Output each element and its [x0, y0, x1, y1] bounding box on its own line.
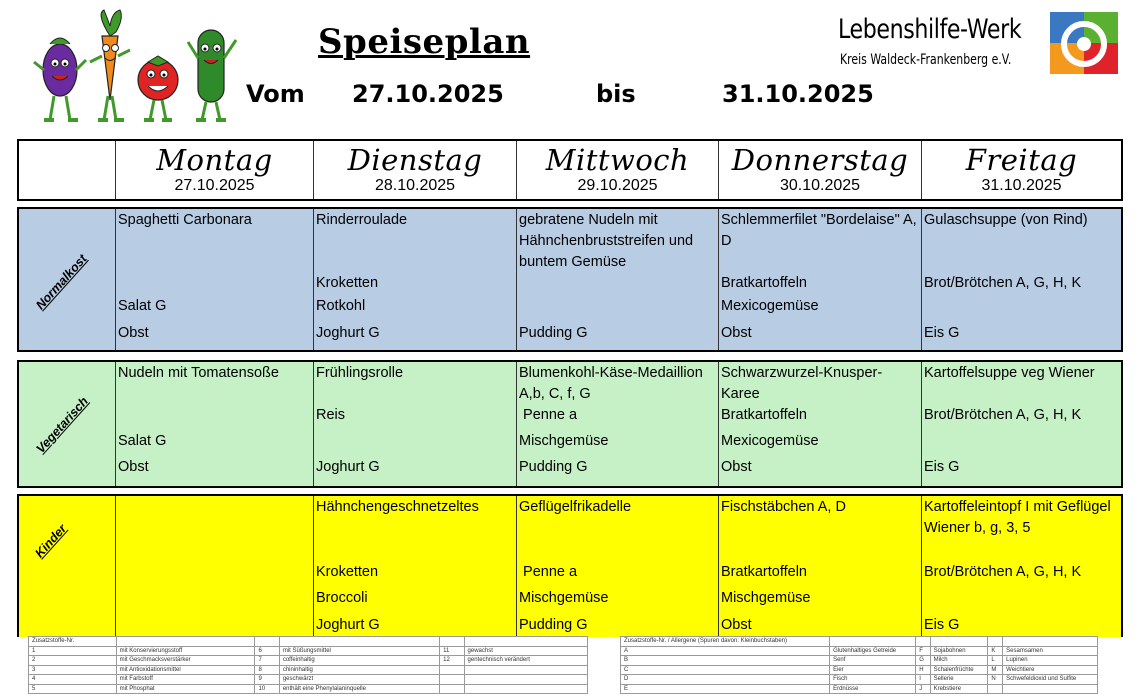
legend-cell: Milch [930, 656, 988, 666]
from-date: 27.10.2025 [352, 80, 504, 108]
legend-cell: J [916, 684, 930, 694]
legend-cell: Sellerie [930, 675, 988, 685]
legend-cell: Erdnüsse [830, 684, 916, 694]
legend-row [29, 656, 588, 666]
dish-line: Broccoli [316, 590, 368, 606]
legend-cell: D [621, 675, 830, 685]
dish-line: Obst [118, 459, 149, 475]
menu-cell-empty [116, 496, 314, 637]
dish-line: Obst [118, 325, 149, 341]
legend-cell: Eier [830, 665, 916, 675]
dish-line: Penne a [519, 564, 578, 580]
day-header-monday [116, 141, 314, 199]
dish-line: Kroketten [316, 275, 379, 291]
legend-cell: 1 [29, 646, 117, 656]
header [0, 0, 1140, 135]
legend-cell: mit Süßungsmittel [279, 646, 439, 656]
category-label-vegetarisch: Vegetarisch [33, 394, 91, 456]
day-name: Freitag [965, 143, 1078, 177]
from-label: Vom [246, 80, 305, 108]
legend-cell: 7 [255, 656, 279, 666]
legend-cell: H [916, 665, 930, 675]
dish-line: Schwarzwurzel-Knusper-Karee [721, 365, 883, 402]
dish-line: Kartoffelsuppe veg Wiener [924, 365, 1095, 381]
legend-row [621, 675, 1098, 685]
dish-line: Geflügelfrikadelle [519, 499, 632, 515]
legend-cell: 12 [440, 656, 464, 666]
legend-cell: K [988, 646, 1003, 656]
legend-cell: 6 [255, 646, 279, 656]
menu-cell [922, 496, 1121, 637]
dish-line: Mexicogemüse [721, 298, 819, 314]
category-label-normalkost: Normalkost [33, 251, 90, 313]
legend-cell [988, 637, 1003, 647]
legend-cell: gentechnisch verändert [464, 656, 587, 666]
legend-cell: gewachst [464, 646, 587, 656]
dish-line: Rinderroulade [316, 212, 408, 228]
menu-cell [922, 209, 1121, 350]
legend-cell: Lupinen [1003, 656, 1098, 666]
day-header-thursday [719, 141, 922, 199]
legend-cell: geschwärzt [279, 675, 439, 685]
legend-cell: 10 [255, 684, 279, 694]
logo-mark-icon [1050, 12, 1118, 74]
legend-cell: F [916, 646, 930, 656]
legend-cell: L [988, 656, 1003, 666]
legend-cell: C [621, 665, 830, 675]
row-normalkost [17, 207, 1123, 352]
organization-logo [838, 14, 1120, 78]
legend-row [29, 665, 588, 675]
menu-cell [116, 209, 314, 350]
legend-cell [988, 684, 1003, 694]
day-name: Donnerstag [731, 143, 909, 177]
dish-line: Kartoffeleintopf I mit Geflügel Wiener b, g, 3, 5 [924, 499, 1111, 536]
legend-cell: enthält eine Phenylalaninquelle [279, 684, 439, 694]
legend-cell: mit Antioxidationsmittel [116, 665, 255, 675]
menu-cell [314, 362, 517, 486]
day-header-row [17, 139, 1123, 201]
dish-line: Eis G [924, 325, 960, 341]
legend-cell: Krebstiere [930, 684, 988, 694]
legend-cell: Weichtiere [1003, 665, 1098, 675]
legend-row [621, 656, 1098, 666]
day-header-wednesday [517, 141, 719, 199]
legend-cell [916, 637, 930, 647]
dish-line: Brot/Brötchen A, G, H, K [924, 564, 1082, 580]
dish-line: Rotkohl [316, 298, 366, 314]
tomato-figure [138, 56, 178, 120]
legend-row [29, 684, 588, 694]
legend-cell: 8 [255, 665, 279, 675]
legend-row [621, 637, 1098, 647]
legend-cell [464, 684, 587, 694]
dish-line: Obst [721, 617, 752, 633]
dish-line: Schlemmerfilet "Bordelaise" A, D [721, 212, 917, 249]
legend-cell: Sesamsamen [1003, 646, 1098, 656]
eggplant-figure [34, 38, 86, 120]
dish-line: Bratkartoffeln [721, 407, 807, 423]
dish-line: Eis G [924, 459, 960, 475]
legend-cell: Zusatzstoffe-Nr. / Allergene (Spuren davon: Kleinbuchstaben) [621, 637, 830, 647]
legend-cell: Schwefeldioxid und Sulfite [1003, 675, 1098, 685]
dish-line: Bratkartoffeln [721, 275, 807, 291]
legend-cell: mit Geschmacksverstärker [116, 656, 255, 666]
dish-line: Hähnchengeschnetzeltes [316, 499, 479, 515]
legend-cell [464, 637, 587, 647]
legend-cell: 9 [255, 675, 279, 685]
dish-line: Gulaschsuppe (von Rind) [924, 212, 1088, 228]
additives-allergens-legend [28, 636, 1100, 698]
dish-line: Penne a [519, 407, 578, 423]
dish-line: Brot/Brötchen A, G, H, K [924, 275, 1082, 291]
legend-cell [464, 665, 587, 675]
menu-cell [719, 209, 922, 350]
legend-cell: Senf [830, 656, 916, 666]
day-name: Dienstag [347, 143, 483, 177]
menu-cell [517, 362, 719, 486]
legend-row [621, 646, 1098, 656]
legend-cell: G [916, 656, 930, 666]
dish-line: Mexicogemüse [721, 433, 819, 449]
dish-line: Salat G [118, 433, 167, 449]
dish-line: Mischgemüse [721, 590, 811, 606]
category-cell [19, 362, 116, 486]
row-kinder [17, 494, 1123, 637]
vegetable-mascots-image [30, 8, 245, 126]
dish-line: Bratkartoffeln [721, 564, 807, 580]
menu-cell [517, 496, 719, 637]
to-label: bis [596, 80, 636, 108]
dish-line: Pudding G [519, 325, 588, 341]
dish-line: gebratene Nudeln mit Hähnchenbruststreifen und buntem Gemüse [519, 212, 694, 270]
legend-cell: Fisch [830, 675, 916, 685]
legend-row [621, 665, 1098, 675]
logo-line2: Kreis Waldeck-Frankenberg e.V. [840, 52, 1012, 68]
carrot-figure [90, 10, 130, 120]
day-name: Mittwoch [545, 143, 690, 177]
corner-cell [19, 141, 116, 199]
category-label-kinder: Kinder [32, 521, 70, 561]
dish-line: Frühlingsrolle [316, 365, 404, 381]
menu-cell [116, 362, 314, 486]
dish-line: Mischgemüse [519, 590, 609, 606]
dish-line: Kroketten [316, 564, 379, 580]
day-header-friday [922, 141, 1121, 199]
menu-cell [314, 496, 517, 637]
logo-line1: Lebenshilfe-Werk [838, 14, 1022, 45]
menu-cell [719, 496, 922, 637]
dish-line: Joghurt G [316, 617, 380, 633]
legend-cell: mit Konservierungsstoff [116, 646, 255, 656]
menu-cell [314, 209, 517, 350]
legend-cell: E [621, 684, 830, 694]
to-date: 31.10.2025 [722, 80, 874, 108]
legend-cell: 4 [29, 675, 117, 685]
legend-cell: Sojabohnen [930, 646, 988, 656]
dish-line: Salat G [118, 298, 167, 314]
dish-line: Fischstäbchen A, D [721, 499, 846, 515]
legend-row [621, 684, 1098, 694]
day-date: 28.10.2025 [374, 177, 456, 194]
legend-cell: Glutenhaltiges Getreide [830, 646, 916, 656]
dish-line: Reis [316, 407, 346, 423]
legend-cell [1003, 684, 1098, 694]
dish-line: Joghurt G [316, 459, 380, 475]
allergens-table [620, 636, 1098, 694]
legend-cell: 5 [29, 684, 117, 694]
dish-line: Obst [721, 459, 752, 475]
page-title: Speiseplan [318, 22, 531, 62]
legend-cell: I [916, 675, 930, 685]
day-date: 31.10.2025 [981, 177, 1062, 194]
day-date: 30.10.2025 [779, 177, 861, 194]
legend-cell: B [621, 656, 830, 666]
dish-line: Spaghetti Carbonara [118, 212, 252, 228]
legend-cell: mit Farbstoff [116, 675, 255, 685]
menu-cell [922, 362, 1121, 486]
dish-line: Nudeln mit Tomatensoße [118, 365, 279, 381]
legend-cell: chininhaltig [279, 665, 439, 675]
dish-line: Pudding G [519, 459, 588, 475]
menu-cell [517, 209, 719, 350]
legend-cell [830, 637, 916, 647]
day-header-tuesday [314, 141, 517, 199]
legend-cell: Zusatzstoffe-Nr. [29, 637, 117, 647]
legend-cell [930, 637, 988, 647]
legend-cell: M [988, 665, 1003, 675]
legend-cell [1003, 637, 1098, 647]
legend-cell: Schalenfrüchte [930, 665, 988, 675]
dish-line: Joghurt G [316, 325, 380, 341]
row-vegetarisch [17, 360, 1123, 488]
category-cell [19, 209, 116, 350]
legend-cell: 3 [29, 665, 117, 675]
dish-line: Pudding G [519, 617, 588, 633]
legend-cell: mit Phosphat [116, 684, 255, 694]
menu-cell [719, 362, 922, 486]
dish-line: Obst [721, 325, 752, 341]
legend-cell [255, 637, 279, 647]
additives-table [28, 636, 588, 694]
dish-line: Eis G [924, 617, 960, 633]
day-date: 27.10.2025 [174, 177, 255, 194]
legend-cell: coffeinhaltig [279, 656, 439, 666]
dish-line: Mischgemüse [519, 433, 609, 449]
legend-cell [440, 684, 464, 694]
day-name: Montag [156, 143, 273, 177]
legend-cell [440, 665, 464, 675]
legend-cell [440, 675, 464, 685]
legend-cell [440, 637, 464, 647]
legend-cell [279, 637, 439, 647]
legend-cell [116, 637, 255, 647]
legend-cell [464, 675, 587, 685]
legend-row [29, 637, 588, 647]
legend-cell: A [621, 646, 830, 656]
cucumber-figure [188, 30, 236, 120]
legend-row [29, 675, 588, 685]
category-cell [19, 496, 116, 637]
legend-cell: 2 [29, 656, 117, 666]
legend-row [29, 646, 588, 656]
dish-line: Blumenkohl-Käse-Medaillion A,b, C, f, G [519, 365, 703, 402]
day-date: 29.10.2025 [577, 177, 658, 194]
dish-line: Brot/Brötchen A, G, H, K [924, 407, 1082, 423]
legend-cell: 11 [440, 646, 464, 656]
legend-cell: N [988, 675, 1003, 685]
